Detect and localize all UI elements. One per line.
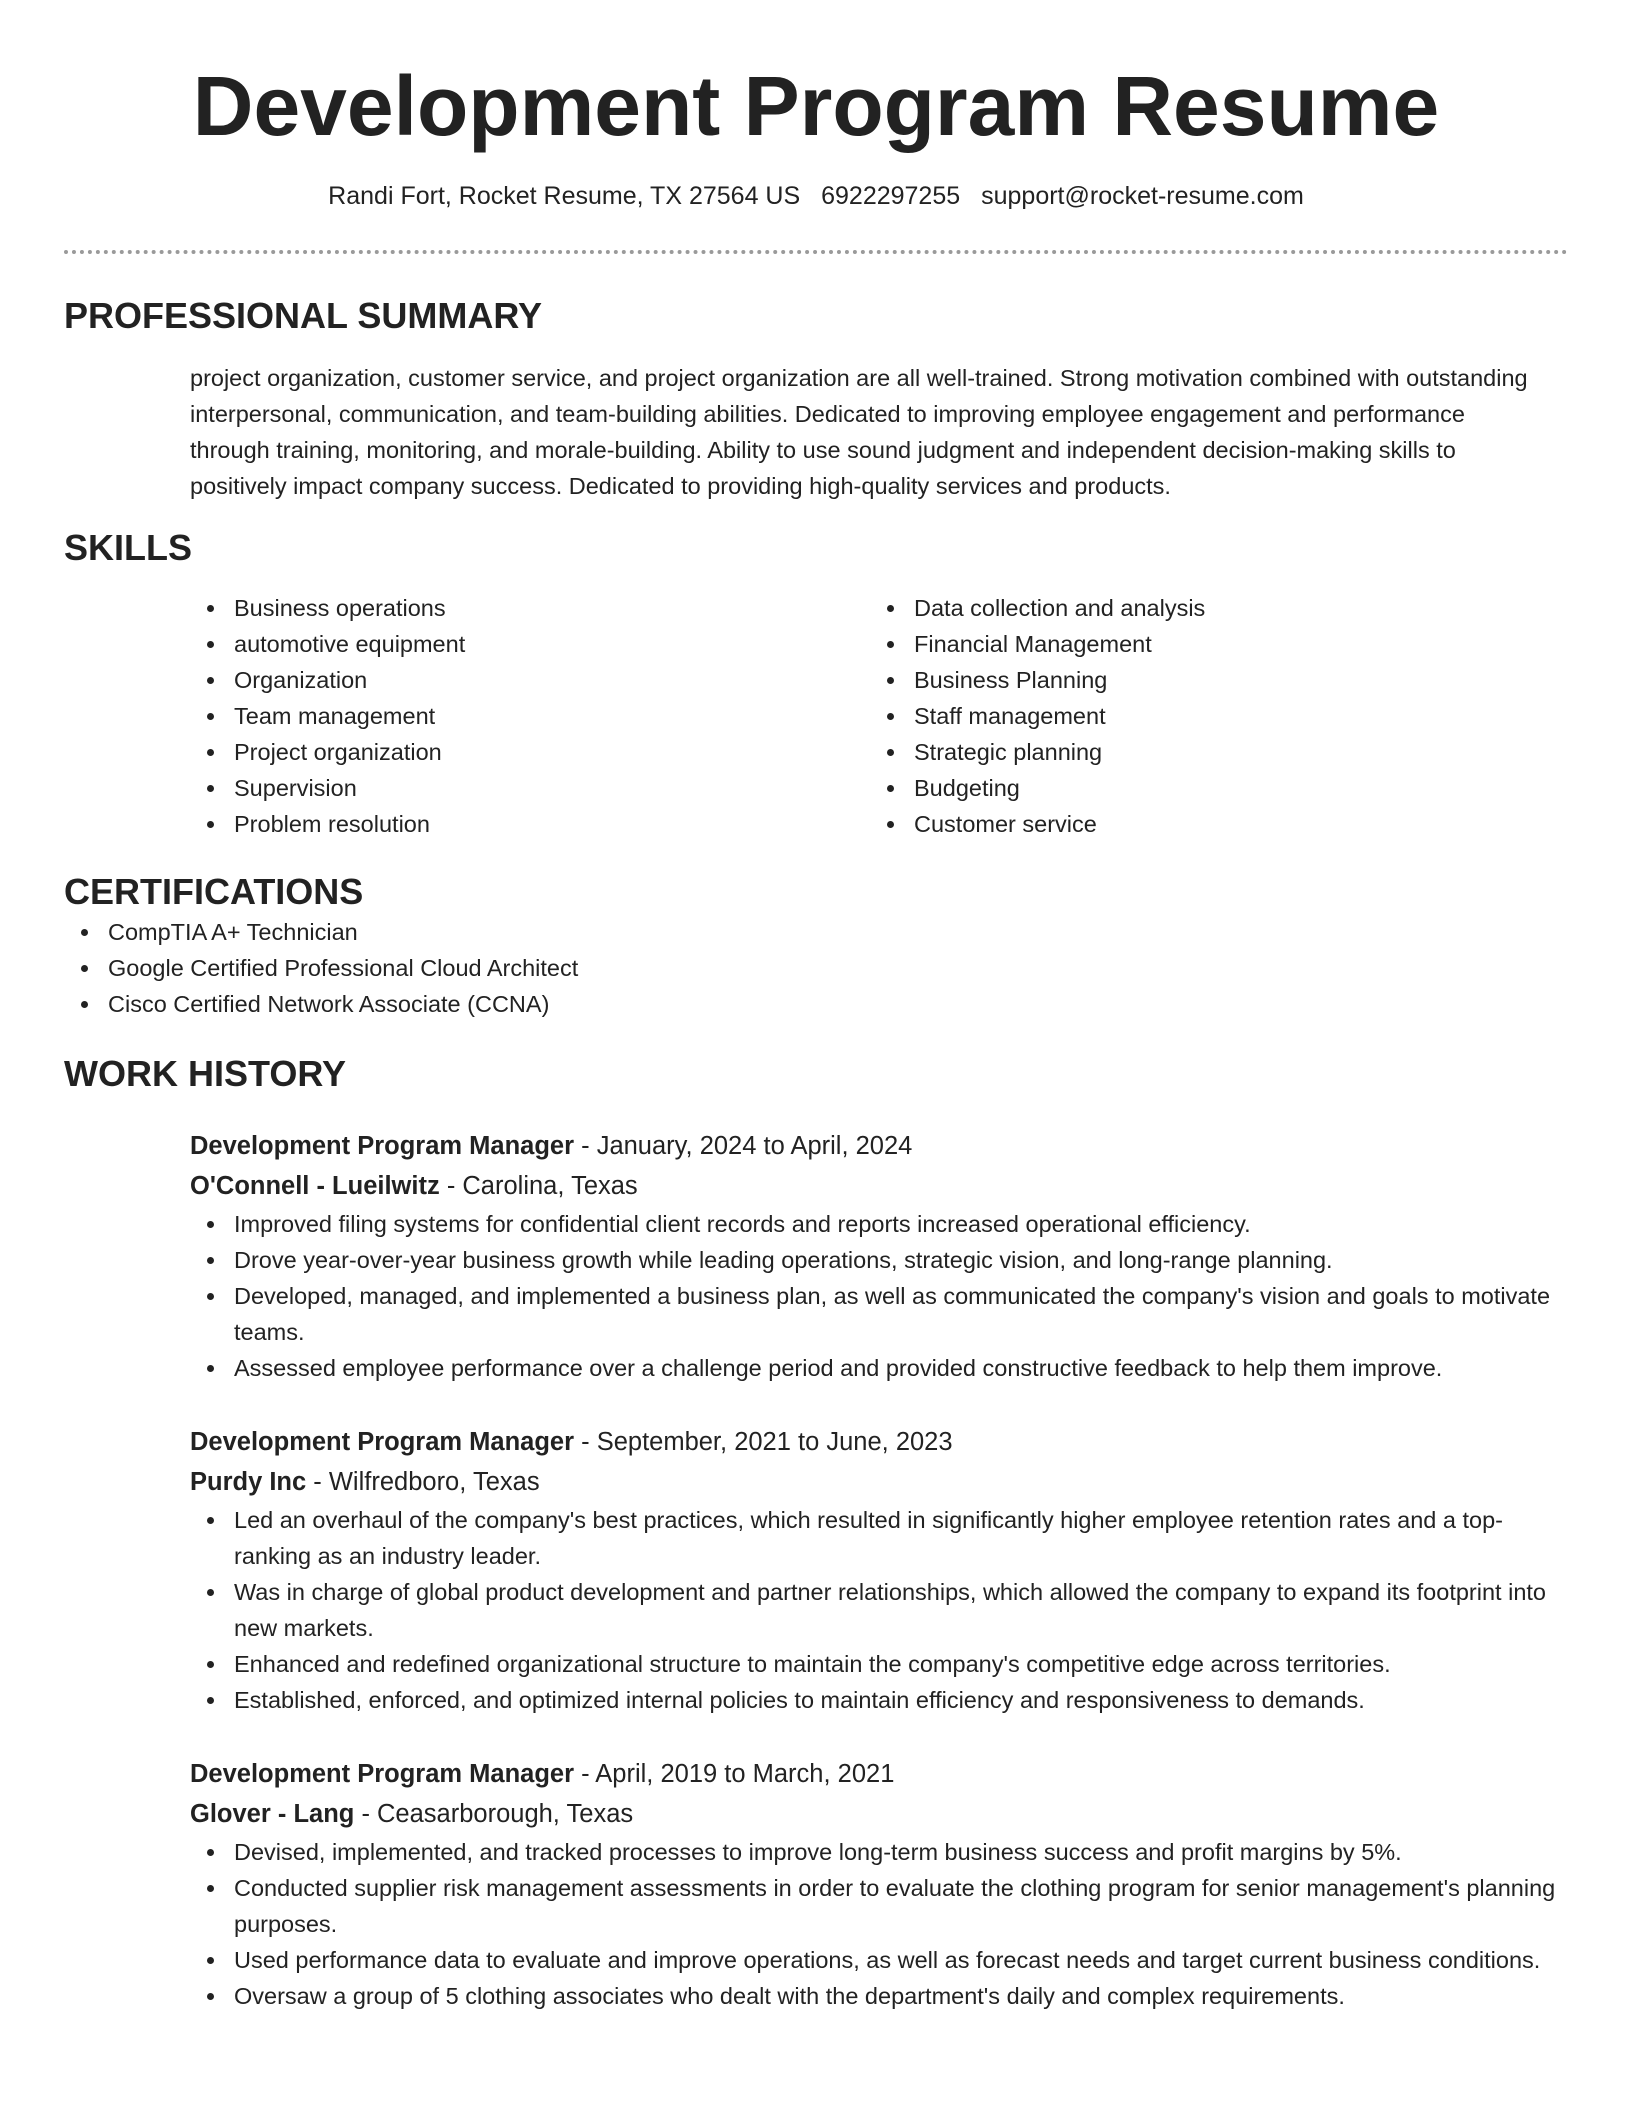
- skill-item: Customer service: [870, 806, 1550, 842]
- skill-item: Team management: [190, 698, 870, 734]
- certifications-heading: CERTIFICATIONS: [64, 871, 364, 912]
- job-bullet: Assessed employee performance over a challenge period and provided constructive feedback to help them improve.: [190, 1350, 1568, 1386]
- job-bullet-list: [190, 1834, 1568, 2014]
- job-title-line: [190, 1754, 1568, 1794]
- certification-item: Cisco Certified Network Associate (CCNA): [64, 986, 1568, 1022]
- job-location: - Wilfredboro, Texas: [306, 1468, 540, 1496]
- skill-item: Staff management: [870, 698, 1550, 734]
- certifications-list: [64, 914, 1568, 1022]
- skill-item: Financial Management: [870, 626, 1550, 662]
- job-title: Development Program Manager: [190, 1428, 575, 1456]
- summary-heading: PROFESSIONAL SUMMARY: [64, 295, 543, 336]
- job-dates: - April, 2019 to March, 2021: [574, 1760, 895, 1788]
- summary-text: project organization, customer service, and project organization are all well-trained. Strong motivation combined with outstanding interpersonal, communication, and team-building abilities. Dedicated to improving employee engagement and performance through training, monitoring, and morale-building. Ability to use sound judgment and independent decision-making skills to positively impact company success. Dedicated to providing high-quality services and products.: [190, 365, 1528, 499]
- job-company: O'Connell - Lueilwitz: [190, 1172, 440, 1200]
- job-title: Development Program Manager: [190, 1132, 575, 1160]
- skill-item: Business Planning: [870, 662, 1550, 698]
- job-entry: [190, 1126, 1568, 1386]
- header-divider: [64, 250, 1568, 254]
- skill-item: Organization: [190, 662, 870, 698]
- skill-item: Project organization: [190, 734, 870, 770]
- skill-item: Business operations: [190, 590, 870, 626]
- skill-item: Budgeting: [870, 770, 1550, 806]
- job-bullet: Devised, implemented, and tracked processes to improve long-term business success and profit margins by 5%.: [190, 1834, 1568, 1870]
- job-bullet: Enhanced and redefined organizational structure to maintain the company's competitive edge across territories.: [190, 1646, 1568, 1682]
- job-bullet: Drove year-over-year business growth while leading operations, strategic vision, and long-range planning.: [190, 1242, 1568, 1278]
- certification-item: Google Certified Professional Cloud Architect: [64, 950, 1568, 986]
- job-dates: - January, 2024 to April, 2024: [574, 1132, 913, 1160]
- job-company-line: [190, 1462, 1568, 1502]
- skills-right-list: [870, 590, 1550, 842]
- job-company: Glover - Lang: [190, 1800, 355, 1828]
- job-entry: [190, 1754, 1568, 2014]
- job-bullet: Used performance data to evaluate and improve operations, as well as forecast needs and target current business conditions.: [190, 1942, 1568, 1978]
- job-bullet: Led an overhaul of the company's best practices, which resulted in significantly higher employee retention rates and a top-ranking as an industry leader.: [190, 1502, 1568, 1574]
- contact-phone: 6922297255: [821, 182, 961, 210]
- job-location: - Carolina, Texas: [439, 1172, 638, 1200]
- skill-item: Problem resolution: [190, 806, 870, 842]
- certification-item: CompTIA A+ Technician: [64, 914, 1568, 950]
- skills-left-list: [190, 590, 870, 842]
- resume-title: Development Program Resume: [192, 59, 1440, 153]
- skill-item: Supervision: [190, 770, 870, 806]
- job-bullet: Was in charge of global product development and partner relationships, which allowed the company to expand its footprint into new markets.: [190, 1574, 1568, 1646]
- job-dates: - September, 2021 to June, 2023: [574, 1428, 953, 1456]
- job-entry: [190, 1422, 1568, 1718]
- work-history-heading: WORK HISTORY: [64, 1053, 347, 1094]
- skill-item: Data collection and analysis: [870, 590, 1550, 626]
- skill-item: Strategic planning: [870, 734, 1550, 770]
- contact-line: [64, 180, 1568, 212]
- job-title: Development Program Manager: [190, 1760, 575, 1788]
- job-bullet: Improved filing systems for confidential client records and reports increased operational efficiency.: [190, 1206, 1568, 1242]
- contact-email: support@rocket-resume.com: [981, 182, 1304, 210]
- job-bullet: Established, enforced, and optimized internal policies to maintain efficiency and responsiveness to demands.: [190, 1682, 1568, 1718]
- job-bullet-list: [190, 1502, 1568, 1718]
- job-bullet: Developed, managed, and implemented a business plan, as well as communicated the company's vision and goals to motivate teams.: [190, 1278, 1568, 1350]
- job-company: Purdy Inc: [190, 1468, 307, 1496]
- job-location: - Ceasarborough, Texas: [354, 1800, 634, 1828]
- contact-address: Randi Fort, Rocket Resume, TX 27564 US: [328, 182, 801, 210]
- skills-grid: [190, 590, 1568, 842]
- job-bullet: Oversaw a group of 5 clothing associates who dealt with the department's daily and complex requirements.: [190, 1978, 1568, 2014]
- skills-heading: SKILLS: [64, 527, 193, 568]
- job-bullet-list: [190, 1206, 1568, 1386]
- job-company-line: [190, 1794, 1568, 1834]
- skill-item: automotive equipment: [190, 626, 870, 662]
- job-company-line: [190, 1166, 1568, 1206]
- job-title-line: [190, 1126, 1568, 1166]
- job-bullet: Conducted supplier risk management assessments in order to evaluate the clothing program for senior management's planning purposes.: [190, 1870, 1568, 1942]
- job-title-line: [190, 1422, 1568, 1462]
